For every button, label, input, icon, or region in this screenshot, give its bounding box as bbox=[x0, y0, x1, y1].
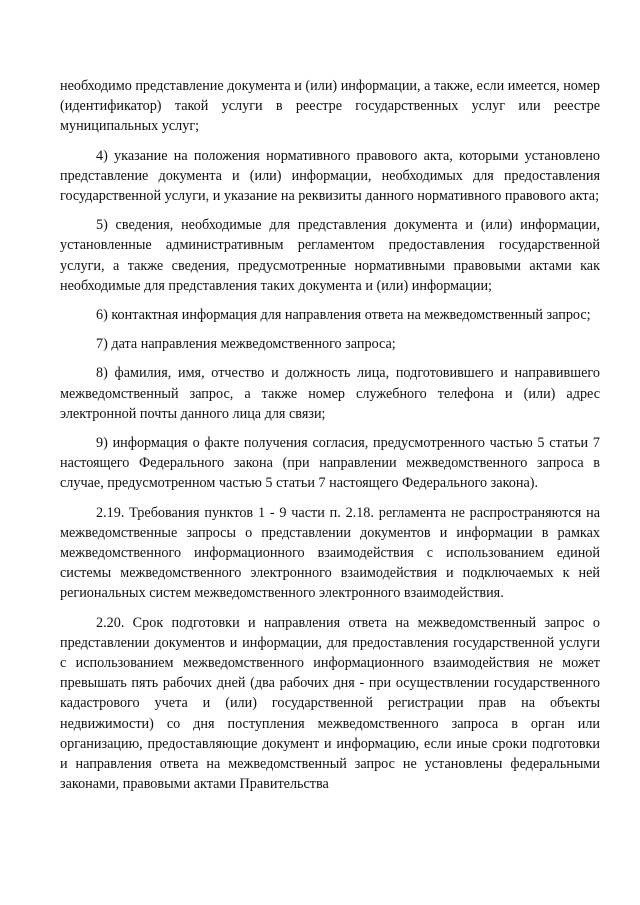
paragraph-item-8: 8) фамилия, имя, отчество и должность лица, подготовившего и направившего межведомственный запрос, а также номер служебного телефона и (или) адрес электронной почты данного лица для связи; bbox=[60, 365, 600, 422]
paragraph-item-9: 9) информация о факте получения согласия, предусмотренного частью 5 статьи 7 настоящего Федерального закона (при направлении межведомственного запроса в случае, предусмотренном частью 5 статьи 7 настоящего Федерального закона). bbox=[60, 435, 600, 492]
paragraph-item-4: 4) указание на положения нормативного правового акта, которыми установлено представление документа и (или) информации, необходимых для предоставления государственной услуги, и указание на реквизиты данного нормативного правового акта; bbox=[60, 147, 600, 205]
document-body bbox=[60, 76, 600, 804]
paragraph-item-5: 5) сведения, необходимые для представления документа и (или) информации, установленные административным регламентом предоставления государственной услуги, а также сведения, предусмотренные нормативными правовыми актами как необходимые для представления таких документа и (или) информации; bbox=[60, 217, 600, 294]
paragraph-2-19: 2.19. Требования пунктов 1 - 9 части п. 2.18. регламента не распространяются на межведомственные запросы о представлении документов и информации в рамках межведомственного информационного взаимодействия с использованием единой системы межведомственного электронного взаимодействия и подключаемых к ней региональных систем межведомственного электронного взаимодействия. bbox=[60, 504, 600, 602]
paragraph-2-20: 2.20. Срок подготовки и направления ответа на межведомственный запрос о представлении документов и информации, для предоставления государственной услуги с использованием межведомственного информационного взаимодействия не может превышать пять рабочих дней (два рабочих дня - при осуществлении государственного кадастрового учета и (или) государственной регистрации прав на объекты недвижимости) со дня поступления межведомственного запроса в орган или организацию, предоставляющие документ и информацию, если иные сроки подготовки и направления ответа на межведомственный запрос не установлены федеральными законами, правовыми актами Правительства bbox=[60, 614, 600, 793]
paragraph-continuation: необходимо представление документа и (или) информации, а также, если имеется, номер (идентификатор) такой услуги в реестре государственных услуг или реестре муниципальных услуг; bbox=[60, 78, 600, 135]
paragraph-item-7: 7) дата направления межведомственного запроса; bbox=[96, 336, 396, 353]
paragraph-item-6: 6) контактная информация для направления ответа на межведомственный запрос; bbox=[96, 307, 591, 324]
